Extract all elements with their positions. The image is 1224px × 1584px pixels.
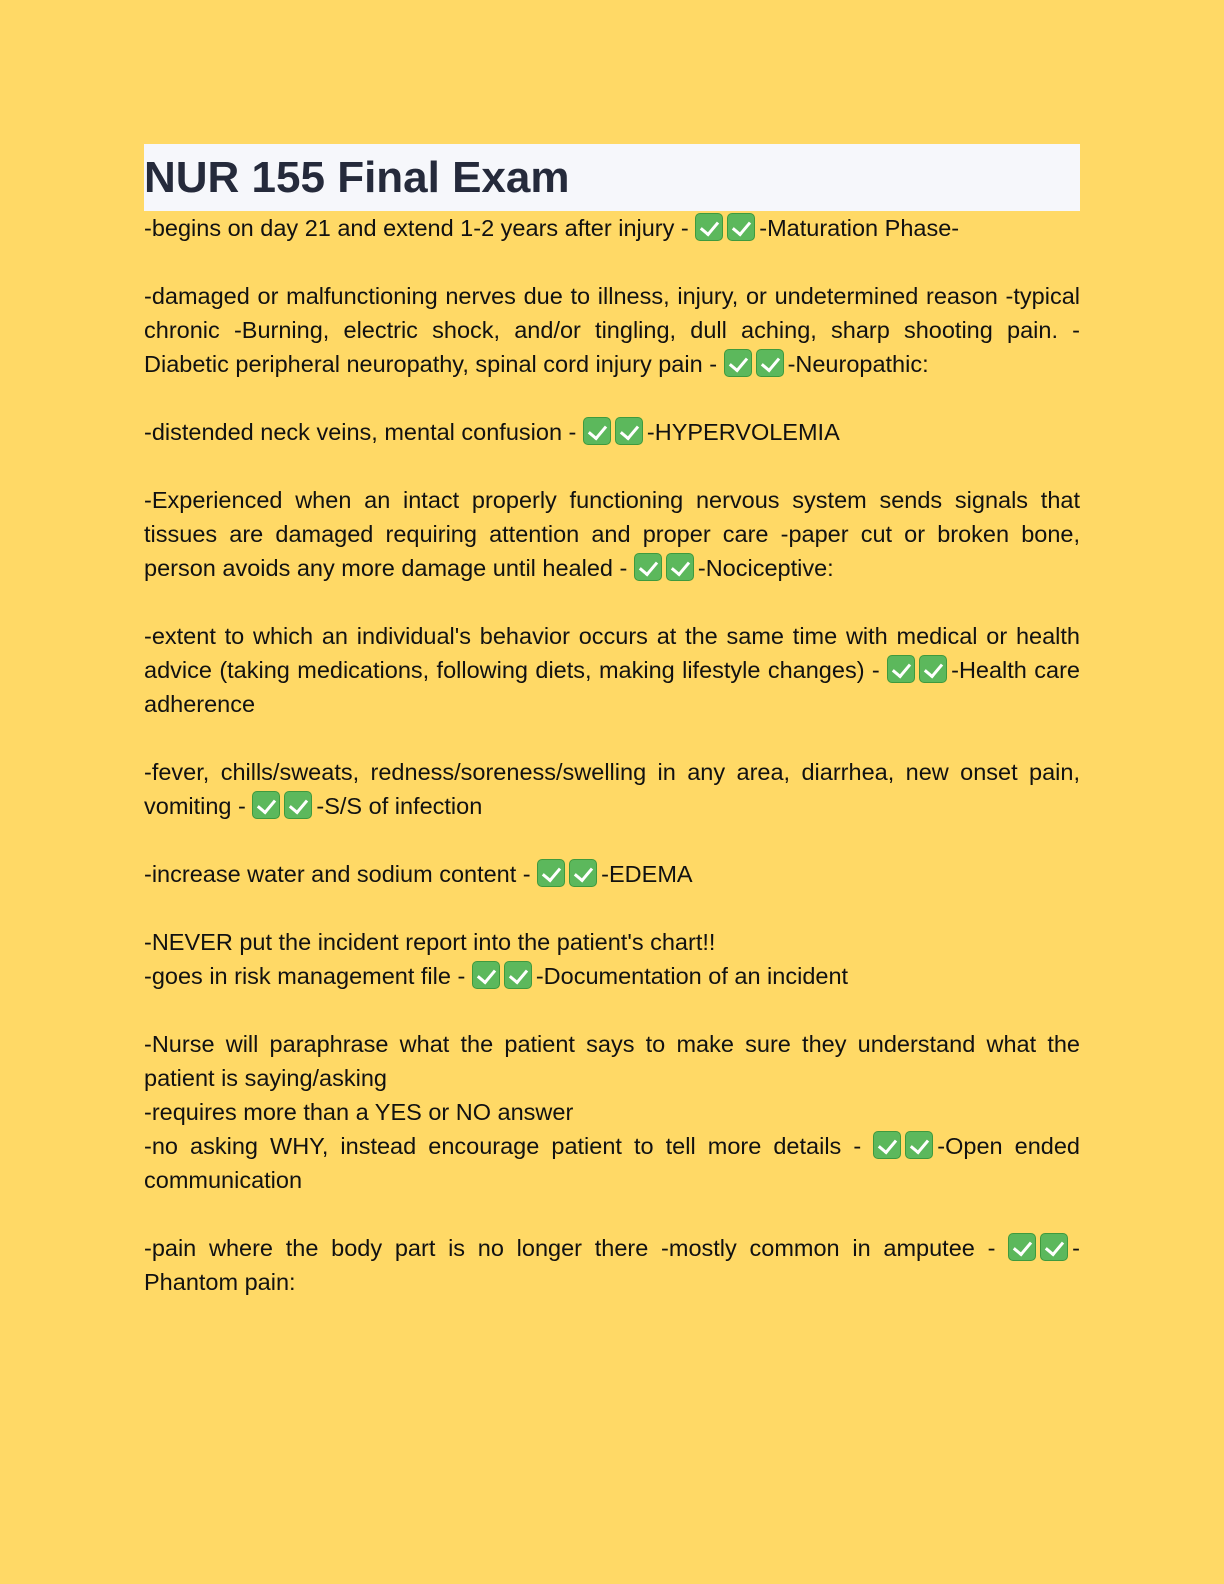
answer-text: -Phantom pain: xyxy=(144,1235,1080,1295)
flashcard-entry xyxy=(144,415,1080,449)
answer-marker xyxy=(887,657,951,683)
check-mark-icon xyxy=(905,1131,933,1159)
answer-text: -EDEMA xyxy=(601,861,693,887)
check-mark-icon xyxy=(615,417,643,445)
check-mark-icon xyxy=(695,213,723,241)
answer-marker xyxy=(634,555,698,581)
check-mark-icon xyxy=(504,961,532,989)
answer-text: -HYPERVOLEMIA xyxy=(646,419,840,445)
answer-text: -Open ended communication xyxy=(144,1133,1080,1193)
answer-marker xyxy=(724,351,788,377)
flashcard-entry xyxy=(144,619,1080,721)
flashcard-list xyxy=(144,211,1080,1299)
answer-marker xyxy=(695,215,759,241)
check-mark-icon xyxy=(569,859,597,887)
flashcard-entry xyxy=(144,857,1080,891)
answer-marker xyxy=(537,861,601,887)
question-text: -increase water and sodium content - xyxy=(144,861,531,887)
answer-text: -Documentation of an incident xyxy=(535,963,849,989)
page-title: NUR 155 Final Exam xyxy=(144,152,570,202)
check-mark-icon xyxy=(252,791,280,819)
check-mark-icon xyxy=(634,553,662,581)
check-mark-icon xyxy=(1040,1233,1068,1261)
check-mark-icon xyxy=(537,859,565,887)
answer-text: -Health care adherence xyxy=(144,657,1080,717)
check-mark-icon xyxy=(666,553,694,581)
question-text: -fever, chills/sweats, redness/soreness/swelling in any area, diarrhea, new onset pain, vomiting - xyxy=(144,759,1080,819)
check-mark-icon xyxy=(1008,1233,1036,1261)
question-text: -pain where the body part is no longer there -mostly common in amputee - xyxy=(144,1235,996,1261)
flashcard-entry xyxy=(144,925,1080,993)
check-mark-icon xyxy=(919,655,947,683)
flashcard-entry xyxy=(144,211,1080,245)
question-text: -Experienced when an intact properly functioning nervous system sends signals that tissues are damaged requiring attention and proper care -paper cut or broken bone, person avoids any more damage until healed - xyxy=(144,487,1080,581)
flashcard-entry xyxy=(144,483,1080,585)
answer-marker xyxy=(873,1133,937,1159)
check-mark-icon xyxy=(472,961,500,989)
question-text: -goes in risk management file - xyxy=(144,963,466,989)
question-text: -no asking WHY, instead encourage patient to tell more details - xyxy=(144,1133,862,1159)
check-mark-icon xyxy=(887,655,915,683)
question-text: -distended neck veins, mental confusion - xyxy=(144,419,577,445)
check-mark-icon xyxy=(756,349,784,377)
title-band xyxy=(144,144,1080,211)
question-text: -NEVER put the incident report into the patient's chart!! xyxy=(144,929,716,955)
question-text: -begins on day 21 and extend 1-2 years after injury - xyxy=(144,215,689,241)
flashcard-entry xyxy=(144,1231,1080,1299)
answer-marker xyxy=(472,963,536,989)
answer-text: -Neuropathic: xyxy=(787,351,929,377)
question-text: -Nurse will paraphrase what the patient says to make sure they understand what the patient is saying/asking xyxy=(144,1031,1080,1091)
check-mark-icon xyxy=(724,349,752,377)
answer-text: -S/S of infection xyxy=(316,793,483,819)
check-mark-icon xyxy=(727,213,755,241)
answer-text: -Nociceptive: xyxy=(697,555,834,581)
flashcard-entry xyxy=(144,279,1080,381)
check-mark-icon xyxy=(284,791,312,819)
answer-marker xyxy=(583,419,647,445)
answer-marker xyxy=(1008,1235,1072,1261)
answer-text: -Maturation Phase- xyxy=(759,215,960,241)
check-mark-icon xyxy=(873,1131,901,1159)
answer-marker xyxy=(252,793,316,819)
check-mark-icon xyxy=(583,417,611,445)
question-text: -requires more than a YES or NO answer xyxy=(144,1099,574,1125)
question-text: -extent to which an individual's behavior occurs at the same time with medical or health advice (taking medications, following diets, making lifestyle changes) - xyxy=(144,623,1080,683)
question-text: -damaged or malfunctioning nerves due to illness, injury, or undetermined reason -typical chronic -Burning, electric shock, and/or tingling, dull aching, sharp shooting pain. -Diabetic peripheral neuropathy, spinal cord injury pain - xyxy=(144,283,1080,377)
document-page xyxy=(144,144,1080,1333)
flashcard-entry xyxy=(144,755,1080,823)
flashcard-entry xyxy=(144,1027,1080,1197)
